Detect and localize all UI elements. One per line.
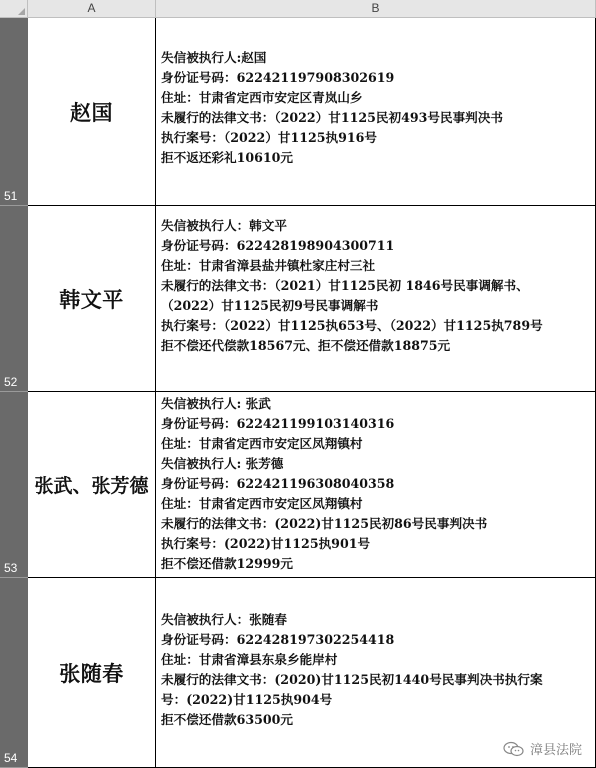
detail-line: 拒不返还彩礼10610元 [161, 150, 293, 165]
row-number: 53 [4, 561, 18, 575]
detail-line: 身份证号码：622421196308040358 [161, 476, 395, 491]
detail-cell[interactable] [156, 206, 596, 392]
name-cell[interactable] [28, 206, 156, 392]
person-name: 赵国 [70, 99, 113, 125]
person-name: 张随春 [59, 660, 124, 686]
detail-line: 拒不偿还借款63500元 [161, 712, 293, 727]
name-cell[interactable] [28, 392, 156, 578]
detail-line: 未履行的法律文书：（2022）甘1125民初493号民事判决书 [161, 110, 503, 125]
name-cell[interactable] [28, 18, 156, 206]
row-header-54[interactable] [0, 578, 28, 768]
select-all-corner[interactable] [0, 0, 28, 18]
detail-line: 未履行的法律文书：(2022)甘1125民初86号民事判决书 [161, 516, 488, 531]
watermark-text: 漳县法院 [529, 742, 582, 757]
detail-line: 身份证号码：622428198904300711 [161, 238, 395, 253]
person-name: 张武、张芳德 [34, 475, 149, 497]
detail-line: 执行案号：（2022）甘1125执653号、（2022）甘1125执789号 [161, 318, 543, 333]
detail-line: 号：(2022)甘1125执904号 [161, 692, 333, 707]
detail-line: 未履行的法律文书：(2020)甘1125民初1440号民事判决书执行案 [161, 672, 543, 687]
detail-line: 拒不偿还借款12999元 [161, 556, 293, 571]
column-header-a[interactable]: A [28, 0, 156, 18]
wechat-icon [503, 741, 525, 757]
row-number: 52 [4, 375, 18, 389]
detail-line: 身份证号码：622428197302254418 [161, 632, 395, 647]
column-header-b[interactable]: B [156, 0, 596, 18]
detail-line: 未履行的法律文书：（2021）甘1125民初 1846号民事调解书、 [161, 278, 529, 293]
detail-line: 住址：甘肃省漳县东泉乡能岸村 [161, 652, 338, 667]
detail-line: 住址：甘肃省定西市安定区凤翔镇村 [161, 496, 363, 511]
detail-line: 失信被执行人:赵国 [161, 50, 267, 65]
detail-line: 拒不偿还代偿款18567元、拒不偿还借款18875元 [161, 338, 451, 353]
name-cell[interactable] [28, 578, 156, 768]
detail-cell[interactable] [156, 392, 596, 578]
row-header-53[interactable] [0, 392, 28, 578]
detail-line: 失信被执行人: 张武 [161, 396, 271, 411]
detail-line: 住址：甘肃省定西市安定区凤翔镇村 [161, 436, 363, 451]
row-number: 54 [4, 751, 18, 765]
detail-line: 身份证号码：622421199103140316 [161, 416, 395, 431]
detail-line: 执行案号：(2022)甘1125执901号 [161, 536, 371, 551]
detail-line: 失信被执行人: 张芳德 [161, 456, 284, 471]
detail-cell[interactable] [156, 18, 596, 206]
row-header-51[interactable] [0, 18, 28, 206]
detail-line: 住址：甘肃省定西市安定区青岚山乡 [161, 90, 363, 105]
row-number: 51 [4, 189, 18, 203]
detail-line: 执行案号：（2022）甘1125执916号 [161, 130, 378, 145]
detail-line: 住址：甘肃省漳县盐井镇杜家庄村三社 [161, 258, 376, 273]
detail-line: （2022）甘1125民初9号民事调解书 [161, 298, 379, 313]
watermark [503, 739, 582, 758]
detail-line: 失信被执行人：韩文平 [161, 218, 287, 233]
row-header-52[interactable] [0, 206, 28, 392]
detail-line: 失信被执行人：张随春 [161, 612, 287, 627]
detail-line: 身份证号码：622421197908302619 [161, 70, 395, 85]
person-name: 韩文平 [59, 286, 124, 312]
